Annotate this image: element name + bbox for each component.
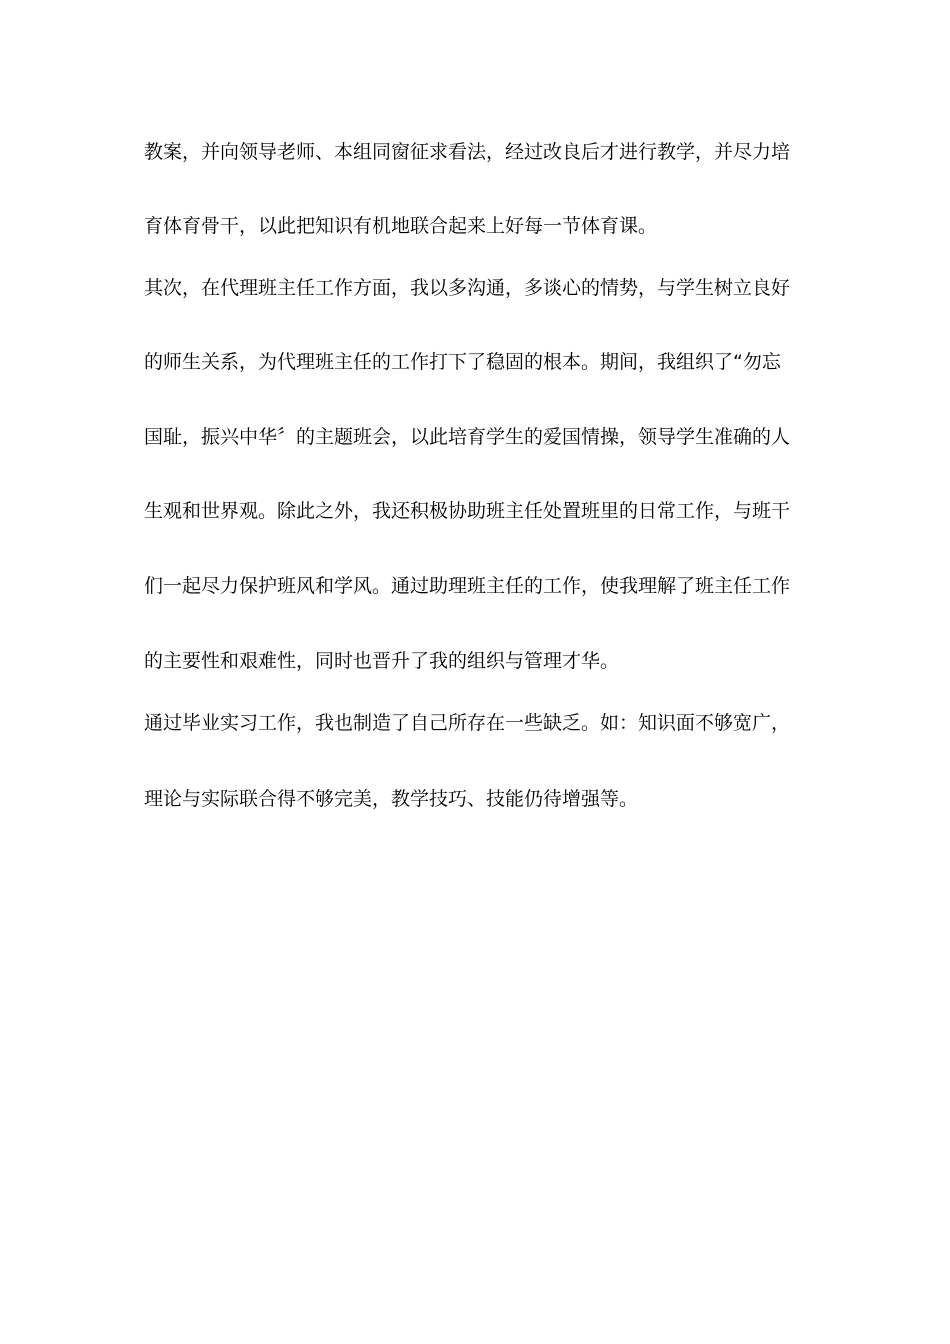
paragraph-line: 育体育骨干，以此把知识有机地联合起来上好每一节体育课。 xyxy=(144,215,658,237)
paragraph-line: 国耻，振兴中华〞的主题班会，以此培育学生的爱国情操，领导学生准确的人 xyxy=(144,426,791,448)
paragraph-line: 通过毕业实习工作，我也制造了自己所存在一些缺乏。如：知识面不够宽广， xyxy=(144,712,791,734)
paragraph-line: 的师生关系，为代理班主任的工作打下了稳固的根本。期间，我组织了“勿忘 xyxy=(144,351,781,373)
paragraph-line: 理论与实际联合得不够完美，教学技巧、技能仍待增强等。 xyxy=(144,788,639,810)
paragraph-line: 的主要性和艰难性，同时也晋升了我的组织与管理才华。 xyxy=(144,650,620,672)
paragraph-line: 其次，在代理班主任工作方面，我以多沟通，多谈心的情势，与学生树立良好 xyxy=(144,277,791,299)
paragraph-line: 们一起尽力保护班风和学风。通过助理班主任的工作，使我理解了班主任工作 xyxy=(144,575,791,597)
paragraph-line: 生观和世界观。除此之外，我还积极协助班主任处置班里的日常工作，与班干 xyxy=(144,500,791,522)
paragraph-line: 教案，并向领导老师、本组同窗征求看法，经过改良后才进行教学，并尽力培 xyxy=(144,141,791,163)
